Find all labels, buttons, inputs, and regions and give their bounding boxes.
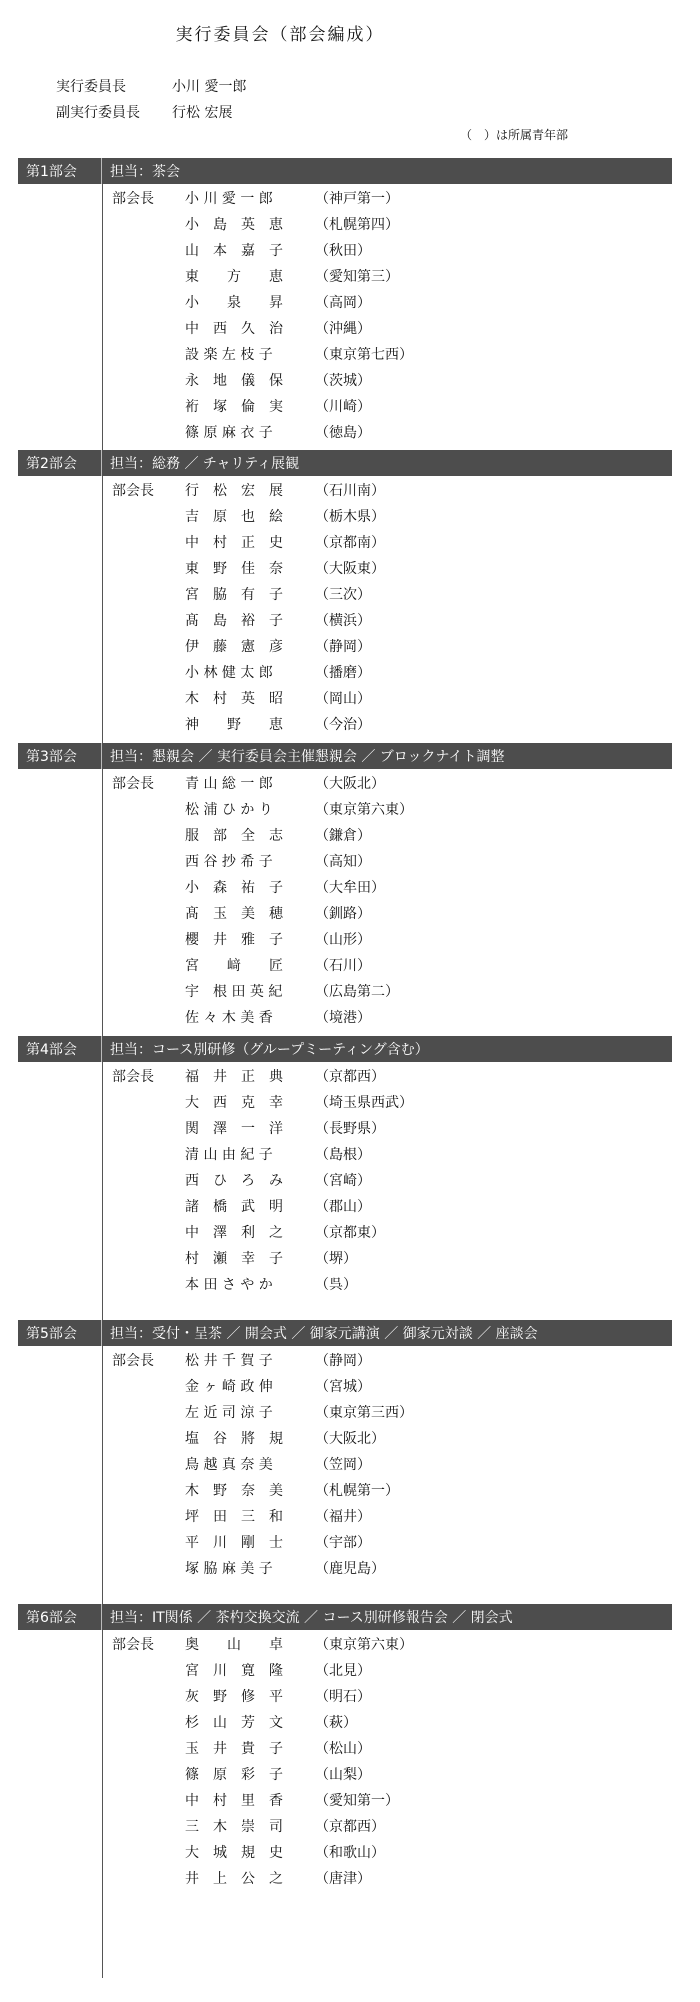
- member-name: 佐 々 木 美 香: [185, 1010, 273, 1026]
- member-name: 福 井 正 典: [185, 1069, 283, 1085]
- member-row: [18, 1089, 672, 1115]
- member-affiliation: （今治）: [315, 717, 371, 733]
- member-affiliation: （唐津）: [315, 1871, 371, 1887]
- member-row: [18, 1193, 672, 1219]
- section-duty: 担当：コース別研修（グループミーティング含む）: [110, 1042, 429, 1058]
- member-row: [18, 529, 672, 555]
- member-affiliation: （和歌山）: [315, 1845, 385, 1861]
- member-affiliation: （横浜）: [315, 613, 371, 629]
- member-name: 設 楽 左 枝 子: [185, 347, 273, 363]
- member-affiliation: （大阪北）: [315, 1431, 385, 1447]
- member-affiliation: （長野県）: [315, 1121, 385, 1137]
- member-affiliation: （愛知第一）: [315, 1793, 399, 1809]
- member-name: 宇 根 田 英 紀: [185, 984, 283, 1000]
- member-row: [18, 874, 672, 900]
- member-row: [18, 367, 672, 393]
- member-affiliation: （呉）: [315, 1277, 357, 1293]
- member-row: [18, 555, 672, 581]
- member-affiliation: （宮城）: [315, 1379, 371, 1395]
- member-affiliation: （茨城）: [315, 373, 371, 389]
- member-name: 西 ひ ろ み: [185, 1173, 283, 1189]
- member-row: [18, 1839, 672, 1865]
- member-affiliation: （鹿児島）: [315, 1561, 385, 1577]
- section-label: 第2部会: [18, 450, 102, 476]
- section-duty: 担当：IT関係 ／ 茶杓交換交流 ／ コース別研修報告会 ／ 閉会式: [110, 1610, 513, 1626]
- member-name: 西 谷 抄 希 子: [185, 854, 273, 870]
- member-name: 塩 谷 將 規: [185, 1431, 283, 1447]
- member-name: 篠 原 彩 子: [185, 1767, 283, 1783]
- member-row: [18, 1865, 672, 1891]
- member-name: 中 西 久 治: [185, 321, 283, 337]
- member-affiliation: （三次）: [315, 587, 371, 603]
- member-row: [18, 211, 672, 237]
- member-row: [18, 393, 672, 419]
- member-affiliation: （山梨）: [315, 1767, 371, 1783]
- page-title: 実行委員会（部会編成）: [175, 25, 385, 45]
- member-row: [18, 1709, 672, 1735]
- section-3: [18, 743, 672, 1030]
- member-row: [18, 1219, 672, 1245]
- member-affiliation: （北見）: [315, 1663, 371, 1679]
- member-name: 行 松 宏 展: [185, 483, 283, 499]
- section-header: [18, 1036, 672, 1062]
- member-affiliation: （島根）: [315, 1147, 371, 1163]
- member-row: [18, 1761, 672, 1787]
- member-name: 三 木 崇 司: [185, 1819, 283, 1835]
- member-row: [18, 1683, 672, 1709]
- member-name: 鳥 越 真 奈 美: [185, 1457, 273, 1473]
- member-affiliation: （大阪北）: [315, 776, 385, 792]
- member-name: 井 上 公 之: [185, 1871, 283, 1887]
- member-name: 永 地 儀 保: [185, 373, 283, 389]
- member-row: [18, 185, 672, 211]
- member-name: 木 村 英 昭: [185, 691, 283, 707]
- member-row: [18, 1503, 672, 1529]
- section-header: [18, 1604, 672, 1630]
- member-affiliation: （静岡）: [315, 1353, 371, 1369]
- member-name: 松 浦 ひ か り: [185, 802, 273, 818]
- member-row: [18, 1245, 672, 1271]
- member-row: [18, 1347, 672, 1373]
- leader-role: 実行委員長: [56, 79, 126, 95]
- member-row: [18, 237, 672, 263]
- section-label: 第4部会: [18, 1036, 102, 1062]
- member-name: 木 野 奈 美: [185, 1483, 283, 1499]
- member-affiliation: （岡山）: [315, 691, 371, 707]
- member-name: 伊 藤 憲 彦: [185, 639, 283, 655]
- member-affiliation: （京都南）: [315, 535, 385, 551]
- member-name: 小 森 祐 子: [185, 880, 283, 896]
- member-name: 東 方 恵: [185, 269, 283, 285]
- section-1: [18, 158, 672, 445]
- member-name: 小 川 愛 一 郎: [185, 191, 273, 207]
- section-2: [18, 450, 672, 737]
- member-name: 杉 山 芳 文: [185, 1715, 283, 1731]
- member-name: 櫻 井 雅 子: [185, 932, 283, 948]
- member-row: [18, 1529, 672, 1555]
- member-name: 松 井 千 賀 子: [185, 1353, 273, 1369]
- leaders-block: [56, 74, 246, 126]
- member-row: [18, 711, 672, 737]
- member-row: [18, 659, 672, 685]
- member-name: 中 澤 利 之: [185, 1225, 283, 1241]
- member-row: [18, 477, 672, 503]
- member-affiliation: （堺）: [315, 1251, 357, 1267]
- section-label: 第6部会: [18, 1604, 102, 1630]
- member-list: [18, 1631, 672, 1891]
- member-affiliation: （郡山）: [315, 1199, 371, 1215]
- member-row: [18, 1477, 672, 1503]
- member-row: [18, 1787, 672, 1813]
- member-name: 裄 塚 倫 実: [185, 399, 283, 415]
- member-name: 坪 田 三 和: [185, 1509, 283, 1525]
- member-affiliation: （札幌第四）: [315, 217, 399, 233]
- member-row: [18, 926, 672, 952]
- member-name: 東 野 佳 奈: [185, 561, 283, 577]
- member-affiliation: （鎌倉）: [315, 828, 371, 844]
- member-affiliation: （高岡）: [315, 295, 371, 311]
- member-row: [18, 1399, 672, 1425]
- section-header: [18, 158, 672, 184]
- leader-name: 小川 愛一郎: [172, 79, 247, 95]
- member-name: 清 山 由 紀 子: [185, 1147, 273, 1163]
- member-role: 部会長: [112, 1069, 154, 1085]
- member-name: 本 田 さ や か: [185, 1277, 273, 1293]
- member-row: [18, 848, 672, 874]
- member-affiliation: （東京第六東）: [315, 1637, 413, 1653]
- member-name: 大 西 克 幸: [185, 1095, 283, 1111]
- member-affiliation: （京都西）: [315, 1069, 385, 1085]
- member-name: 奥 山 卓: [185, 1637, 283, 1653]
- member-role: 部会長: [112, 1353, 154, 1369]
- member-affiliation: （秋田）: [315, 243, 371, 259]
- member-name: 諸 橋 武 明: [185, 1199, 283, 1215]
- member-list: [18, 477, 672, 737]
- member-affiliation: （栃木県）: [315, 509, 385, 525]
- member-row: [18, 581, 672, 607]
- member-name: 山 本 嘉 子: [185, 243, 283, 259]
- member-affiliation: （笠岡）: [315, 1457, 371, 1473]
- member-list: [18, 1063, 672, 1297]
- member-row: [18, 685, 672, 711]
- member-list: [18, 185, 672, 445]
- member-row: [18, 900, 672, 926]
- section-header: [18, 1320, 672, 1346]
- section-header: [18, 743, 672, 769]
- member-row: [18, 1373, 672, 1399]
- member-role: 部会長: [112, 1637, 154, 1653]
- member-affiliation: （京都東）: [315, 1225, 385, 1241]
- member-row: [18, 952, 672, 978]
- member-affiliation: （神戸第一）: [315, 191, 399, 207]
- section-label: 第3部会: [18, 743, 102, 769]
- member-affiliation: （明石）: [315, 1689, 371, 1705]
- member-name: 灰 野 修 平: [185, 1689, 283, 1705]
- member-row: [18, 1813, 672, 1839]
- member-row: [18, 1451, 672, 1477]
- member-row: [18, 978, 672, 1004]
- member-name: 中 村 里 香: [185, 1793, 283, 1809]
- member-row: [18, 1631, 672, 1657]
- member-row: [18, 633, 672, 659]
- section-duty: 担当：茶会: [110, 164, 180, 180]
- member-name: 宮 脇 有 子: [185, 587, 283, 603]
- member-affiliation: （石川）: [315, 958, 371, 974]
- leader-row-chair: [56, 74, 246, 100]
- member-name: 宮 﨑 匠: [185, 958, 283, 974]
- member-affiliation: （埼玉県西武）: [315, 1095, 413, 1111]
- member-affiliation: （山形）: [315, 932, 371, 948]
- member-affiliation: （石川南）: [315, 483, 385, 499]
- member-affiliation: （宮崎）: [315, 1173, 371, 1189]
- member-row: [18, 1657, 672, 1683]
- member-row: [18, 1141, 672, 1167]
- member-affiliation: （沖縄）: [315, 321, 371, 337]
- member-name: 小 林 健 太 郎: [185, 665, 273, 681]
- member-affiliation: （高知）: [315, 854, 371, 870]
- affiliation-note: （ ）は所属青年部: [460, 128, 569, 142]
- leader-row-vice-chair: [56, 100, 246, 126]
- member-row: [18, 1004, 672, 1030]
- member-name: 平 川 剛 士: [185, 1535, 283, 1551]
- section-6: [18, 1604, 672, 1891]
- member-affiliation: （大阪東）: [315, 561, 385, 577]
- member-row: [18, 1167, 672, 1193]
- leader-role: 副実行委員長: [56, 105, 140, 121]
- member-row: [18, 607, 672, 633]
- member-name: 塚 脇 麻 美 子: [185, 1561, 273, 1577]
- member-name: 村 瀬 幸 子: [185, 1251, 283, 1267]
- member-name: 青 山 総 一 郎: [185, 776, 273, 792]
- section-duty: 担当：受付・呈茶 ／ 開会式 ／ 御家元講演 ／ 御家元対談 ／ 座談会: [110, 1326, 538, 1342]
- section-duty: 担当：総務 ／ チャリティ展観: [110, 456, 300, 472]
- member-affiliation: （徳島）: [315, 425, 371, 441]
- member-affiliation: （萩）: [315, 1715, 357, 1731]
- member-name: 吉 原 也 絵: [185, 509, 283, 525]
- member-name: 大 城 規 史: [185, 1845, 283, 1861]
- member-row: [18, 1425, 672, 1451]
- member-row: [18, 1735, 672, 1761]
- member-row: [18, 503, 672, 529]
- member-row: [18, 315, 672, 341]
- member-name: 服 部 全 志: [185, 828, 283, 844]
- member-affiliation: （宇部）: [315, 1535, 371, 1551]
- section-label: 第5部会: [18, 1320, 102, 1346]
- member-name: 篠 原 麻 衣 子: [185, 425, 273, 441]
- member-row: [18, 796, 672, 822]
- member-row: [18, 263, 672, 289]
- member-affiliation: （愛知第三）: [315, 269, 399, 285]
- member-affiliation: （境港）: [315, 1010, 371, 1026]
- member-affiliation: （札幌第一）: [315, 1483, 399, 1499]
- member-name: 中 村 正 史: [185, 535, 283, 551]
- member-affiliation: （東京第六東）: [315, 802, 413, 818]
- member-affiliation: （静岡）: [315, 639, 371, 655]
- member-affiliation: （広島第二）: [315, 984, 399, 1000]
- member-affiliation: （京都西）: [315, 1819, 385, 1835]
- member-affiliation: （東京第七西）: [315, 347, 413, 363]
- member-affiliation: （松山）: [315, 1741, 371, 1757]
- member-name: 宮 川 寛 隆: [185, 1663, 283, 1679]
- member-role: 部会長: [112, 483, 154, 499]
- section-label: 第1部会: [18, 158, 102, 184]
- member-name: 玉 井 貴 子: [185, 1741, 283, 1757]
- member-affiliation: （播磨）: [315, 665, 371, 681]
- member-row: [18, 1555, 672, 1581]
- member-list: [18, 1347, 672, 1581]
- member-affiliation: （大牟田）: [315, 880, 385, 896]
- leader-name: 行松 宏展: [172, 105, 233, 121]
- section-duty: 担当：懇親会 ／ 実行委員会主催懇親会 ／ ブロックナイト調整: [110, 749, 505, 765]
- member-affiliation: （東京第三西）: [315, 1405, 413, 1421]
- section-4: [18, 1036, 672, 1297]
- member-name: 金 ヶ 崎 政 伸: [185, 1379, 273, 1395]
- member-affiliation: （釧路）: [315, 906, 371, 922]
- member-row: [18, 289, 672, 315]
- member-row: [18, 341, 672, 367]
- member-name: 小 島 英 恵: [185, 217, 283, 233]
- member-name: 左 近 司 涼 子: [185, 1405, 273, 1421]
- section-header: [18, 450, 672, 476]
- member-name: 関 澤 一 洋: [185, 1121, 283, 1137]
- member-role: 部会長: [112, 191, 154, 207]
- member-name: 髙 島 裕 子: [185, 613, 283, 629]
- member-list: [18, 770, 672, 1030]
- member-row: [18, 419, 672, 445]
- section-5: [18, 1320, 672, 1581]
- member-row: [18, 1063, 672, 1089]
- member-row: [18, 1271, 672, 1297]
- member-role: 部会長: [112, 776, 154, 792]
- member-name: 小 泉 昇: [185, 295, 283, 311]
- member-affiliation: （川崎）: [315, 399, 371, 415]
- member-name: 髙 玉 美 穂: [185, 906, 283, 922]
- member-affiliation: （福井）: [315, 1509, 371, 1525]
- member-row: [18, 822, 672, 848]
- member-row: [18, 1115, 672, 1141]
- member-name: 神 野 恵: [185, 717, 283, 733]
- member-row: [18, 770, 672, 796]
